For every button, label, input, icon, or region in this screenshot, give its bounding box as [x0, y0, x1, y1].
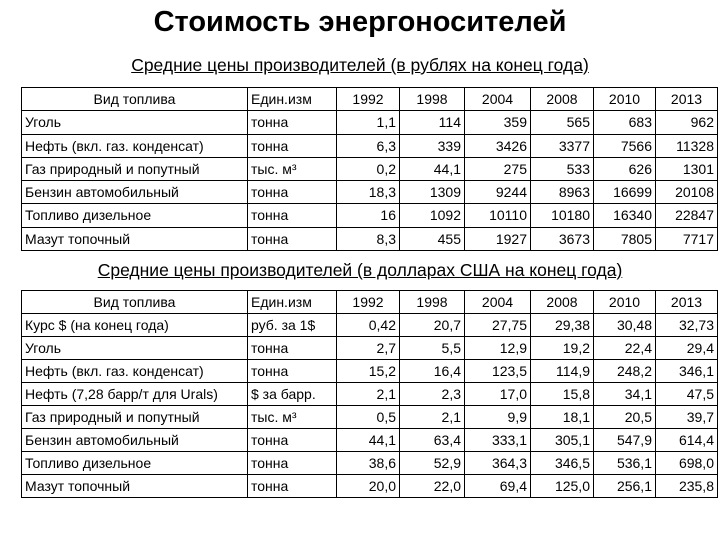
- cell-value: Уголь: [25, 114, 62, 131]
- cell-value: 346,1: [678, 363, 714, 379]
- cell-value: 20,0: [368, 478, 396, 494]
- column-header-label: 1998: [416, 91, 448, 107]
- table-cell-y2010: [594, 134, 656, 157]
- cell-value: тонна: [251, 114, 289, 131]
- table-row: [22, 134, 718, 157]
- usd-table-caption: Средние цены производителей (в долларах США на конец года): [97, 260, 623, 280]
- table-cell-y2004: [465, 383, 531, 406]
- cell-value: 18,3: [368, 184, 396, 201]
- cell-value: 10110: [489, 207, 527, 224]
- cell-value: 20,5: [624, 409, 652, 425]
- cell-value: Мазут топочный: [25, 230, 131, 247]
- cell-value: 533: [566, 160, 590, 177]
- cell-value: 30,48: [616, 317, 652, 333]
- cell-value: 547,9: [616, 432, 652, 448]
- cell-value: 44,1: [368, 432, 396, 448]
- cell-value: 1092: [429, 207, 461, 224]
- table-cell-y2008: [531, 383, 594, 406]
- cell-value: 305,1: [554, 432, 590, 448]
- cell-value: Нефть (вкл. газ. конденсат): [25, 363, 204, 379]
- table-row: [22, 383, 718, 406]
- table-cell-y2013: [656, 157, 718, 180]
- cell-value: 0,42: [368, 317, 396, 333]
- cell-value: 114,9: [556, 363, 590, 379]
- table-cell-y2010: [594, 181, 656, 204]
- cell-value: 3426: [495, 137, 527, 154]
- table-cell-y2004: [465, 204, 531, 227]
- table-cell-y2013: [656, 314, 718, 337]
- column-header-label: 1992: [352, 294, 384, 310]
- table-cell-y2004: [465, 475, 531, 498]
- table-row: [22, 204, 718, 227]
- cell-value: тонна: [251, 207, 289, 224]
- table-cell-y1992: [337, 134, 400, 157]
- table-cell-name: [22, 204, 248, 227]
- cell-value: Уголь: [25, 340, 62, 356]
- cell-value: тыс. м³: [251, 160, 297, 177]
- table-cell-y1998: [400, 383, 465, 406]
- table-cell-y1998: [400, 204, 465, 227]
- cell-value: 5,5: [441, 340, 461, 356]
- table-cell-unit: [248, 111, 337, 134]
- table-cell-y2004: [465, 227, 531, 250]
- table-cell-y2008: [531, 227, 594, 250]
- table-cell-y1992: [337, 111, 400, 134]
- table-cell-y1992: [337, 475, 400, 498]
- cell-value: 455: [437, 230, 461, 247]
- cell-value: 2,1: [376, 386, 396, 402]
- cell-value: 8963: [558, 184, 590, 201]
- cell-value: 32,73: [678, 317, 714, 333]
- cell-value: Газ природный и попутный: [25, 160, 200, 177]
- cell-value: 698,0: [678, 455, 714, 471]
- cell-value: 52,9: [433, 455, 461, 471]
- table-cell-y2008: [531, 475, 594, 498]
- table-cell-y1998: [400, 227, 465, 250]
- table-cell-y2008: [531, 452, 594, 475]
- table-cell-name: [22, 360, 248, 383]
- table-cell-y1992: [337, 181, 400, 204]
- table-cell-y2004: [465, 429, 531, 452]
- table-cell-y2013: [656, 429, 718, 452]
- column-header: [400, 88, 465, 111]
- cell-value: 19,2: [562, 340, 590, 356]
- table-cell-y2004: [465, 360, 531, 383]
- cell-value: 16699: [613, 184, 652, 201]
- cell-value: 275: [503, 160, 527, 177]
- cell-value: 346,5: [554, 455, 590, 471]
- cell-value: 1,1: [376, 114, 396, 131]
- table-cell-y2008: [531, 337, 594, 360]
- table-cell-name: [22, 227, 248, 250]
- table-row: [22, 314, 718, 337]
- table-row: [22, 429, 718, 452]
- table-cell-y2010: [594, 337, 656, 360]
- table-cell-y2010: [594, 111, 656, 134]
- table-cell-y1998: [400, 360, 465, 383]
- table-cell-y2013: [656, 360, 718, 383]
- cell-value: 339: [437, 137, 461, 154]
- table-cell-y2008: [531, 181, 594, 204]
- cell-value: 22847: [675, 207, 714, 224]
- table-cell-y2004: [465, 337, 531, 360]
- cell-value: руб. за 1$: [251, 317, 316, 333]
- column-header: [22, 88, 248, 111]
- cell-value: 16: [380, 207, 396, 224]
- table-cell-unit: [248, 134, 337, 157]
- table-cell-y2010: [594, 314, 656, 337]
- table-cell-y2004: [465, 134, 531, 157]
- column-header: [337, 291, 400, 314]
- table-cell-y2010: [594, 429, 656, 452]
- column-header: [656, 291, 718, 314]
- table-cell-name: [22, 383, 248, 406]
- table-cell-y2010: [594, 157, 656, 180]
- cell-value: 16340: [613, 207, 652, 224]
- table-cell-y1992: [337, 383, 400, 406]
- table-cell-y2013: [656, 204, 718, 227]
- cell-value: 22,4: [624, 340, 652, 356]
- column-header-label: 2004: [481, 294, 514, 310]
- table-cell-unit: [248, 337, 337, 360]
- column-header-label: 2010: [608, 91, 641, 107]
- cell-value: 2,3: [441, 386, 461, 402]
- table-cell-name: [22, 337, 248, 360]
- cell-value: 9,9: [507, 409, 527, 425]
- table-row: [22, 111, 718, 134]
- table-header-row: [22, 88, 718, 111]
- table-cell-y1998: [400, 406, 465, 429]
- column-header-label: Един.изм: [251, 294, 312, 310]
- table-cell-unit: [248, 181, 337, 204]
- cell-value: 614,4: [678, 432, 714, 448]
- cell-value: 114: [438, 114, 461, 131]
- table-cell-name: [22, 406, 248, 429]
- cell-value: 20,7: [433, 317, 461, 333]
- table-cell-unit: [248, 429, 337, 452]
- cell-value: тонна: [251, 137, 289, 154]
- cell-value: 256,1: [616, 478, 652, 494]
- table-cell-y2004: [465, 314, 531, 337]
- table-cell-name: [22, 111, 248, 134]
- cell-value: 6,3: [376, 137, 396, 154]
- column-header-label: 1992: [352, 91, 384, 107]
- cell-value: 364,3: [491, 455, 527, 471]
- table-cell-name: [22, 157, 248, 180]
- column-header: [337, 88, 400, 111]
- table-cell-y1998: [400, 181, 465, 204]
- table-cell-unit: [248, 360, 337, 383]
- cell-value: 125,0: [554, 478, 590, 494]
- cell-value: 17,0: [499, 386, 527, 402]
- cell-value: тонна: [251, 432, 289, 448]
- column-header-label: 2010: [608, 294, 641, 310]
- table-cell-y2013: [656, 134, 718, 157]
- table-cell-y2013: [656, 181, 718, 204]
- cell-value: 3673: [558, 230, 590, 247]
- table-cell-y2013: [656, 111, 718, 134]
- table-cell-y2008: [531, 157, 594, 180]
- cell-value: 44,1: [433, 160, 461, 177]
- cell-value: 536,1: [616, 455, 652, 471]
- table-cell-name: [22, 314, 248, 337]
- cell-value: 1927: [495, 230, 527, 247]
- table-cell-y2004: [465, 111, 531, 134]
- cell-value: 7566: [620, 137, 652, 154]
- cell-value: 15,2: [368, 363, 396, 379]
- cell-value: 2,7: [376, 340, 396, 356]
- table-cell-y2008: [531, 314, 594, 337]
- page-title: Стоимость энергоносителей: [153, 6, 567, 38]
- cell-value: Топливо дизельное: [25, 207, 152, 224]
- cell-value: 63,4: [433, 432, 461, 448]
- table-cell-unit: [248, 157, 337, 180]
- cell-value: 0,2: [376, 160, 396, 177]
- cell-value: 9244: [495, 184, 527, 201]
- column-header: [594, 88, 656, 111]
- cell-value: 565: [566, 114, 590, 131]
- cell-value: 20108: [675, 184, 714, 201]
- table-cell-name: [22, 134, 248, 157]
- column-header: [400, 291, 465, 314]
- table-row: [22, 337, 718, 360]
- table-header-row: [22, 291, 718, 314]
- table-row: [22, 452, 718, 475]
- column-header: [656, 88, 718, 111]
- table-cell-y1992: [337, 337, 400, 360]
- cell-value: 359: [503, 114, 527, 131]
- cell-value: 39,7: [686, 409, 714, 425]
- table-cell-y1998: [400, 134, 465, 157]
- table-cell-y2008: [531, 111, 594, 134]
- column-header: [531, 88, 594, 111]
- cell-value: $ за барр.: [251, 386, 316, 402]
- column-header: [22, 291, 248, 314]
- column-header-label: 1998: [416, 294, 448, 310]
- table-cell-name: [22, 452, 248, 475]
- cell-value: 626: [628, 160, 652, 177]
- cell-value: 333,1: [491, 432, 527, 448]
- cell-value: 2,1: [441, 409, 461, 425]
- cell-value: 123,5: [491, 363, 527, 379]
- cell-value: 1301: [682, 160, 714, 177]
- rub-price-table: [21, 87, 718, 251]
- table-cell-y2010: [594, 452, 656, 475]
- cell-value: 8,3: [376, 230, 396, 247]
- column-header-label: Един.изм: [251, 91, 312, 107]
- column-header-label: Вид топлива: [93, 294, 176, 310]
- table-cell-y1992: [337, 314, 400, 337]
- table-cell-y1992: [337, 429, 400, 452]
- cell-value: 10180: [551, 207, 590, 224]
- cell-value: тонна: [251, 340, 289, 356]
- table-cell-y2010: [594, 360, 656, 383]
- table-cell-y2013: [656, 406, 718, 429]
- table-cell-unit: [248, 227, 337, 250]
- cell-value: 11328: [676, 137, 714, 154]
- table-cell-y2010: [594, 406, 656, 429]
- table-cell-unit: [248, 383, 337, 406]
- table-cell-y2008: [531, 360, 594, 383]
- cell-value: 7805: [620, 230, 652, 247]
- table-cell-name: [22, 475, 248, 498]
- table-cell-unit: [248, 204, 337, 227]
- cell-value: Нефть (вкл. газ. конденсат): [25, 137, 204, 154]
- cell-value: 29,4: [686, 340, 714, 356]
- cell-value: 962: [690, 114, 714, 131]
- table-row: [22, 227, 718, 250]
- table-row: [22, 157, 718, 180]
- table-cell-y2010: [594, 227, 656, 250]
- table-cell-unit: [248, 314, 337, 337]
- table-cell-y1992: [337, 157, 400, 180]
- column-header: [465, 291, 531, 314]
- column-header: [248, 88, 337, 111]
- cell-value: тыс. м³: [251, 409, 297, 425]
- table-cell-y1992: [337, 227, 400, 250]
- cell-value: 7717: [682, 230, 714, 247]
- table-cell-y2013: [656, 337, 718, 360]
- cell-value: 16,4: [433, 363, 461, 379]
- cell-value: 248,2: [616, 363, 652, 379]
- table-cell-y2004: [465, 157, 531, 180]
- column-header-label: 2013: [670, 294, 703, 310]
- column-header-label: 2013: [670, 91, 703, 107]
- table-cell-y2008: [531, 134, 594, 157]
- cell-value: 69,4: [499, 478, 527, 494]
- cell-value: 12,9: [499, 340, 527, 356]
- table-cell-y1998: [400, 452, 465, 475]
- cell-value: 38,6: [368, 455, 396, 471]
- cell-value: 34,1: [624, 386, 652, 402]
- table-cell-y1998: [400, 157, 465, 180]
- cell-value: тонна: [251, 478, 289, 494]
- table-cell-y2008: [531, 204, 594, 227]
- column-header-label: 2008: [546, 91, 578, 107]
- cell-value: тонна: [251, 184, 289, 201]
- table-row: [22, 181, 718, 204]
- table-row: [22, 475, 718, 498]
- cell-value: Газ природный и попутный: [25, 409, 200, 425]
- table-cell-y2010: [594, 204, 656, 227]
- table-cell-y2010: [594, 475, 656, 498]
- usd-price-table: [21, 290, 718, 498]
- table-cell-y1998: [400, 111, 465, 134]
- table-cell-y1998: [400, 314, 465, 337]
- cell-value: 18,1: [562, 409, 590, 425]
- cell-value: 0,5: [376, 409, 396, 425]
- cell-value: Курс $ (на конец года): [25, 317, 169, 333]
- table-cell-unit: [248, 475, 337, 498]
- column-header: [594, 291, 656, 314]
- table-cell-y2013: [656, 475, 718, 498]
- column-header-label: 2008: [546, 294, 578, 310]
- cell-value: 27,75: [491, 317, 527, 333]
- table-cell-y2008: [531, 429, 594, 452]
- cell-value: тонна: [251, 455, 289, 471]
- table-cell-y2008: [531, 406, 594, 429]
- table-cell-y2004: [465, 452, 531, 475]
- cell-value: 47,5: [686, 386, 714, 402]
- table-cell-y1992: [337, 452, 400, 475]
- column-header: [465, 88, 531, 111]
- cell-value: Топливо дизельное: [25, 455, 152, 471]
- cell-value: тонна: [251, 230, 289, 247]
- column-header: [531, 291, 594, 314]
- table-cell-y1998: [400, 475, 465, 498]
- column-header: [248, 291, 337, 314]
- table-row: [22, 406, 718, 429]
- cell-value: 1309: [429, 184, 461, 201]
- cell-value: 22,0: [433, 478, 461, 494]
- table-cell-name: [22, 181, 248, 204]
- column-header-label: Вид топлива: [93, 91, 176, 107]
- table-cell-unit: [248, 406, 337, 429]
- column-header-label: 2004: [481, 91, 514, 107]
- table-cell-unit: [248, 452, 337, 475]
- cell-value: тонна: [251, 363, 289, 379]
- table-row: [22, 360, 718, 383]
- table-cell-y1998: [400, 337, 465, 360]
- cell-value: Нефть (7,28 барр/т для Urals): [25, 386, 218, 402]
- rub-table-caption: Средние цены производителей (в рублях на конец года): [131, 55, 589, 75]
- cell-value: Бензин автомобильный: [25, 432, 179, 448]
- table-cell-y2004: [465, 181, 531, 204]
- table-cell-y1998: [400, 429, 465, 452]
- cell-value: 3377: [558, 137, 590, 154]
- table-cell-y1992: [337, 204, 400, 227]
- cell-value: 15,8: [562, 386, 590, 402]
- table-cell-y2013: [656, 227, 718, 250]
- cell-value: 683: [628, 114, 652, 131]
- cell-value: Мазут топочный: [25, 478, 131, 494]
- table-cell-y1992: [337, 360, 400, 383]
- cell-value: 29,38: [554, 317, 590, 333]
- table-cell-y2013: [656, 383, 718, 406]
- table-cell-y2010: [594, 383, 656, 406]
- table-cell-name: [22, 429, 248, 452]
- table-cell-y1992: [337, 406, 400, 429]
- table-cell-y2013: [656, 452, 718, 475]
- table-cell-y2004: [465, 406, 531, 429]
- cell-value: 235,8: [678, 478, 714, 494]
- cell-value: Бензин автомобильный: [25, 184, 179, 201]
